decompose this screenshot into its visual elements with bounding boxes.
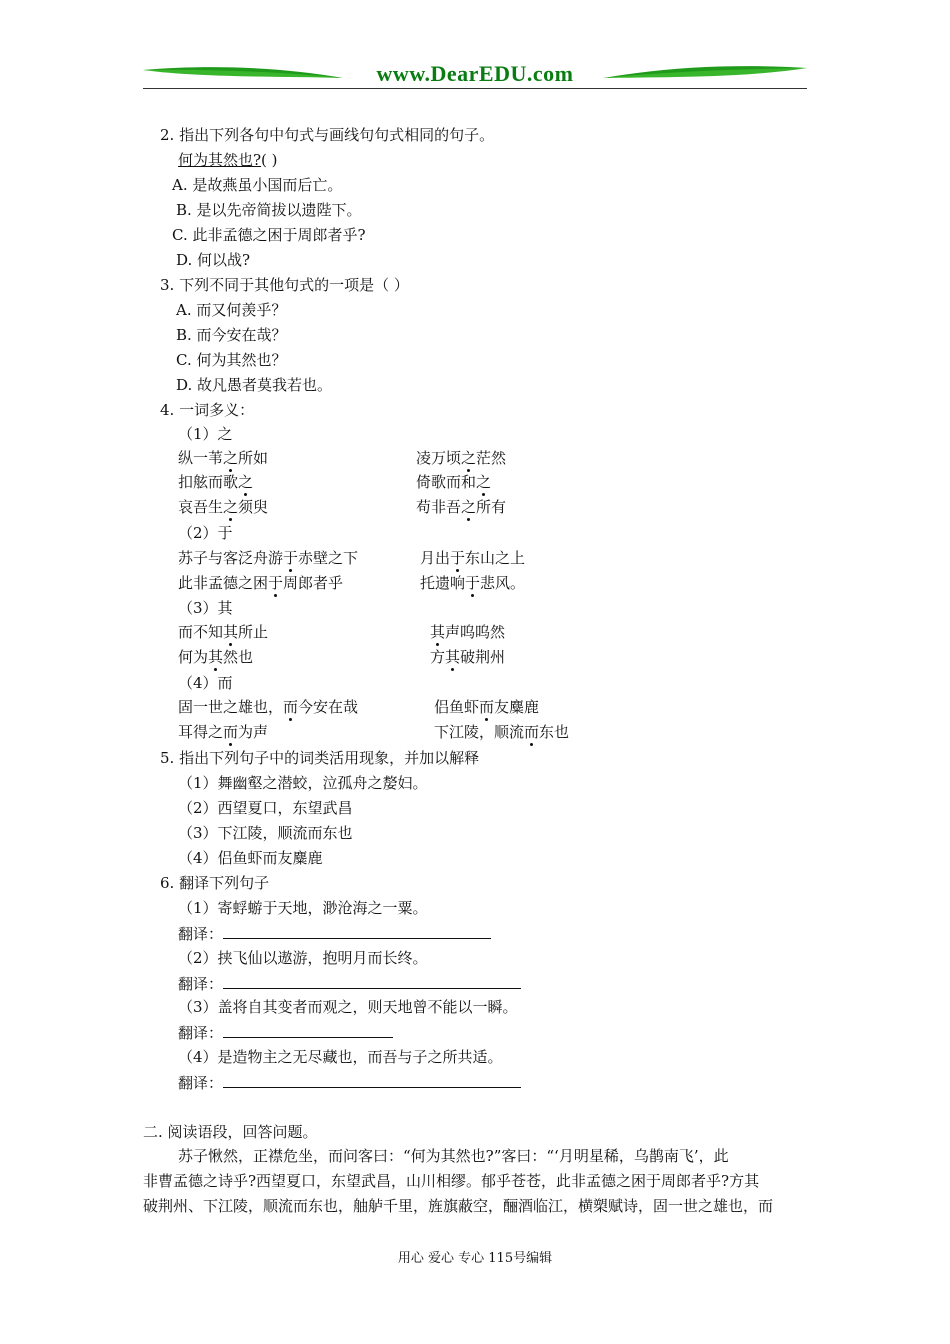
q5-item: （1）舞幽壑之潜蛟，泣孤舟之嫠妇。 <box>178 774 428 792</box>
q6-translate-row <box>178 1022 393 1043</box>
q2-option-d: D. 何以战? <box>176 251 251 269</box>
answer-blank[interactable] <box>223 1022 393 1038</box>
q4-dotted-word: 而 <box>524 723 540 741</box>
q4-phrase: 何为其然也 <box>178 648 254 666</box>
q4-dotted-word: 其 <box>445 648 461 666</box>
q4-phrase: 苏子与客泛舟游于赤壁之下 <box>178 549 359 567</box>
q3-option-b: B. 而今安在哉？ <box>176 326 287 344</box>
q4-dotted-word: 而 <box>223 723 239 741</box>
q4-dotted-word: 之 <box>476 473 492 491</box>
q4-phrase: 哀吾生之须臾 <box>178 498 269 516</box>
site-logo[interactable]: www.DearEDU.com <box>376 61 574 86</box>
passage-line: 苏子愀然，正襟危坐，而问客曰：“何为其然也?”客曰：“‘月明星稀，乌鹊南飞’，此 <box>178 1147 729 1165</box>
q3-stem: 3. 下列不同于其他句式的一项是（ ） <box>160 276 409 294</box>
q6-item: （1）寄蜉蝣于天地，渺沧海之一粟。 <box>178 899 428 917</box>
q5-stem: 5. 指出下列句子中的词类活用现象，并加以解释 <box>160 749 480 767</box>
q5-item: （4）侣鱼虾而友麋鹿 <box>178 849 323 867</box>
q4-phrase: 固一世之雄也，而今安在哉 <box>178 698 359 716</box>
q3-option-c: C. 何为其然也？ <box>176 351 287 369</box>
q4-phrase: 其声呜呜然 <box>430 623 506 641</box>
q4-dotted-word: 于 <box>268 574 284 592</box>
page-header <box>143 60 807 92</box>
q4-dotted-word: 之 <box>461 449 477 467</box>
answer-blank[interactable] <box>223 923 491 939</box>
q4-dotted-word: 于 <box>465 574 481 592</box>
translate-label: 翻译： <box>178 1074 224 1092</box>
q6-item: （3）盖将自其变者而观之，则天地曾不能以一瞬。 <box>178 998 518 1016</box>
q2-underlined-line <box>178 150 278 170</box>
q4-phrase: 纵一苇之所如 <box>178 449 269 467</box>
header-rule <box>143 88 807 89</box>
q2-stem: 2. 指出下列各句中句式与画线句句式相同的句子。 <box>160 126 495 144</box>
q4-phrase: 耳得之而为声 <box>178 723 269 741</box>
q4-group-label: （3）其 <box>178 599 233 617</box>
q4-dotted-word: 其 <box>208 648 224 666</box>
q4-stem: 4. 一词多义： <box>160 401 255 419</box>
q4-phrase: 此非孟德之困于周郎者乎 <box>178 574 344 592</box>
q4-dotted-word: 之 <box>461 498 477 516</box>
passage-line: 非曹孟德之诗乎?西望夏口，东望武昌，山川相缪。郁乎苍苍，此非孟德之困于周郎者乎?方其 <box>143 1172 760 1190</box>
answer-blank[interactable] <box>223 1072 521 1088</box>
q4-phrase: 托遗响于悲风。 <box>420 574 526 592</box>
q4-group-label: （1）之 <box>178 425 233 443</box>
q4-dotted-word: 而 <box>283 698 299 716</box>
q6-stem: 6. 翻译下列句子 <box>160 874 270 892</box>
q6-translate-row <box>178 1072 521 1093</box>
q4-group-label: （4）而 <box>178 674 233 692</box>
q4-group-label: （2）于 <box>178 524 233 542</box>
q4-dotted-word: 于 <box>450 549 466 567</box>
q2-option-a: A. 是故燕虽小国而后亡。 <box>172 176 343 194</box>
q2-underlined-sentence: 何为其然也? <box>178 151 262 169</box>
q3-option-a: A. 而又何羡乎？ <box>176 301 287 319</box>
q4-dotted-word: 之 <box>223 498 239 516</box>
translate-label: 翻译： <box>178 975 224 993</box>
q2-option-b: B. 是以先帝简拔以遗陛下。 <box>176 201 362 219</box>
q4-phrase: 倚歌而和之 <box>416 473 492 491</box>
q3-option-d: D. 故凡愚者莫我若也。 <box>176 376 333 394</box>
page-footer: 用心 爱心 专心 115号编辑 <box>397 1251 553 1266</box>
q4-phrase: 凌万顷之茫然 <box>416 449 507 467</box>
q5-item: （2）西望夏口，东望武昌 <box>178 799 353 817</box>
q4-dotted-word: 其 <box>223 623 239 641</box>
q4-dotted-word: 而 <box>479 698 495 716</box>
q4-dotted-word: 其 <box>430 623 446 641</box>
q4-phrase: 而不知其所止 <box>178 623 269 641</box>
q5-item: （3）下江陵，顺流而东也 <box>178 824 353 842</box>
q4-dotted-word: 之 <box>223 449 239 467</box>
q6-translate-row <box>178 973 521 994</box>
section-title: 二. 阅读语段，回答问题。 <box>143 1123 318 1141</box>
q4-phrase: 方其破荆州 <box>430 648 506 666</box>
q4-phrase: 侣鱼虾而友麋鹿 <box>434 698 540 716</box>
q6-translate-row <box>178 923 491 944</box>
q4-phrase: 下江陵，顺流而东也 <box>434 723 570 741</box>
q4-phrase: 苟非吾之所有 <box>416 498 507 516</box>
answer-blank[interactable] <box>223 973 521 989</box>
q4-phrase: 扣舷而歌之 <box>178 473 254 491</box>
translate-label: 翻译： <box>178 1024 224 1042</box>
passage-line: 破荆州、下江陵，顺流而东也，舳舻千里，旌旗蔽空，酾酒临江，横槊赋诗，固一世之雄也，而 <box>143 1197 774 1215</box>
q2-answer-paren: ( ) <box>261 151 278 169</box>
q6-item: （2）挟飞仙以遨游，抱明月而长终。 <box>178 949 428 967</box>
q4-phrase: 月出于东山之上 <box>420 549 526 567</box>
q4-dotted-word: 之 <box>238 473 254 491</box>
translate-label: 翻译： <box>178 925 224 943</box>
q2-option-c: C. 此非孟德之困于周郎者乎? <box>172 226 366 244</box>
q4-dotted-word: 于 <box>283 549 299 567</box>
q6-item: （4）是造物主之无尽藏也，而吾与子之所共适。 <box>178 1048 503 1066</box>
